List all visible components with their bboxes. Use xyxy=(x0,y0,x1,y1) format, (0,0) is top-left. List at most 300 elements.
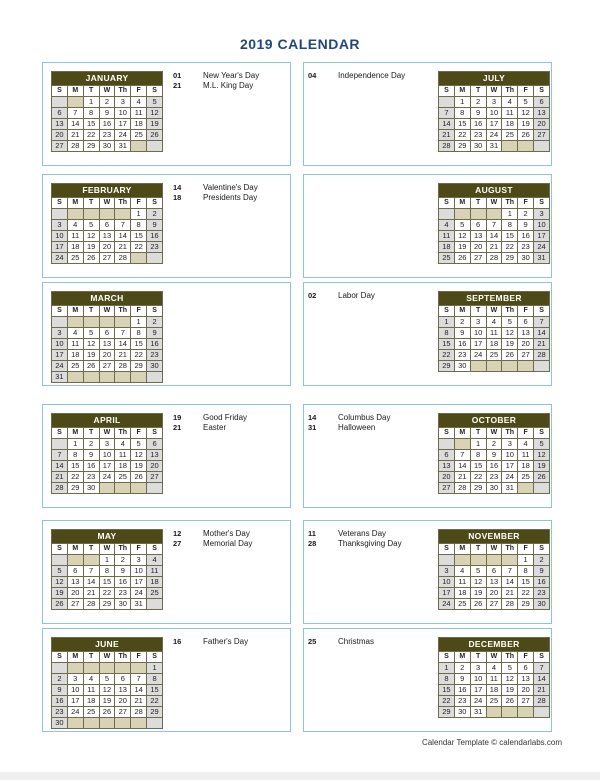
day-cell: 21 xyxy=(534,339,550,350)
day-cell: 24 xyxy=(115,130,131,141)
day-cell: 11 xyxy=(131,108,147,119)
day-cell: 14 xyxy=(83,577,99,588)
month-panel-august xyxy=(303,174,552,278)
weekday-header: F xyxy=(131,428,147,439)
day-cell: 25 xyxy=(518,472,534,483)
day-cell: 17 xyxy=(534,231,550,242)
day-cell: 11 xyxy=(518,450,534,461)
day-cell: 26 xyxy=(83,253,99,264)
day-cell: 21 xyxy=(534,685,550,696)
day-cell: 13 xyxy=(439,461,455,472)
empty-cell xyxy=(52,555,68,566)
day-cell: 20 xyxy=(99,350,115,361)
weekday-header: W xyxy=(99,306,115,317)
weekday-header: F xyxy=(518,198,534,209)
day-cell: 5 xyxy=(502,663,518,674)
day-cell: 3 xyxy=(534,209,550,220)
day-cell: 4 xyxy=(115,439,131,450)
holiday-name: Good Friday xyxy=(203,413,248,422)
day-cell: 3 xyxy=(52,328,68,339)
empty-cell xyxy=(534,707,550,718)
day-cell: 16 xyxy=(454,685,470,696)
weekday-header: F xyxy=(131,544,147,555)
day-cell: 16 xyxy=(52,696,68,707)
day-cell: 21 xyxy=(52,472,68,483)
empty-cell xyxy=(67,555,83,566)
day-cell: 15 xyxy=(67,461,83,472)
day-cell: 5 xyxy=(147,97,163,108)
day-cell: 9 xyxy=(534,566,550,577)
empty-cell xyxy=(115,372,131,383)
holiday-list xyxy=(173,71,259,91)
holiday-item xyxy=(308,539,402,549)
month-name: FEBRUARY xyxy=(52,184,163,198)
weekday-header: F xyxy=(131,86,147,97)
day-cell: 15 xyxy=(470,461,486,472)
day-cell: 19 xyxy=(147,119,163,130)
empty-cell xyxy=(52,663,68,674)
empty-cell xyxy=(439,439,455,450)
empty-cell xyxy=(486,555,502,566)
empty-cell xyxy=(52,439,68,450)
day-cell: 1 xyxy=(454,97,470,108)
weekday-header: T xyxy=(470,428,486,439)
holiday-date: 16 xyxy=(173,637,182,646)
month-panel-october xyxy=(303,404,552,508)
weekday-header: S xyxy=(534,86,550,97)
month-calendar xyxy=(51,183,163,264)
empty-cell xyxy=(439,555,455,566)
holiday-item xyxy=(173,637,248,647)
day-cell: 17 xyxy=(99,461,115,472)
weekday-header: T xyxy=(83,198,99,209)
day-cell: 17 xyxy=(52,350,68,361)
day-cell: 7 xyxy=(534,663,550,674)
day-cell: 19 xyxy=(99,696,115,707)
day-cell: 29 xyxy=(67,483,83,494)
day-cell: 11 xyxy=(486,674,502,685)
day-cell: 23 xyxy=(470,130,486,141)
day-cell: 3 xyxy=(502,439,518,450)
day-cell: 22 xyxy=(518,588,534,599)
weekday-header: Th xyxy=(115,652,131,663)
empty-cell xyxy=(439,97,455,108)
day-cell: 29 xyxy=(454,141,470,152)
day-cell: 21 xyxy=(486,242,502,253)
day-cell: 25 xyxy=(147,588,163,599)
day-cell: 17 xyxy=(470,339,486,350)
weekday-header: W xyxy=(486,306,502,317)
day-cell: 16 xyxy=(147,339,163,350)
holiday-name: Thanksgiving Day xyxy=(338,539,402,548)
weekday-header: S xyxy=(439,86,455,97)
day-cell: 21 xyxy=(67,130,83,141)
day-cell: 2 xyxy=(52,674,68,685)
day-cell: 11 xyxy=(454,577,470,588)
holiday-item xyxy=(173,193,258,203)
day-cell: 5 xyxy=(52,566,68,577)
day-cell: 14 xyxy=(115,231,131,242)
day-cell: 11 xyxy=(486,328,502,339)
day-cell: 30 xyxy=(454,361,470,372)
day-cell: 14 xyxy=(52,461,68,472)
empty-cell xyxy=(67,663,83,674)
day-cell: 3 xyxy=(486,97,502,108)
weekday-header: M xyxy=(67,544,83,555)
empty-cell xyxy=(502,361,518,372)
holiday-item xyxy=(173,71,259,81)
day-cell: 6 xyxy=(52,108,68,119)
empty-cell xyxy=(83,718,99,729)
day-cell: 5 xyxy=(502,317,518,328)
day-cell: 17 xyxy=(470,685,486,696)
day-cell: 11 xyxy=(67,339,83,350)
day-cell: 6 xyxy=(67,566,83,577)
day-cell: 4 xyxy=(454,566,470,577)
empty-cell xyxy=(486,209,502,220)
weekday-header: M xyxy=(67,86,83,97)
month-calendar xyxy=(51,637,163,729)
day-cell: 6 xyxy=(534,97,550,108)
day-cell: 12 xyxy=(83,231,99,242)
weekday-header: T xyxy=(470,306,486,317)
day-cell: 4 xyxy=(486,317,502,328)
day-cell: 9 xyxy=(147,328,163,339)
day-cell: 16 xyxy=(534,577,550,588)
weekday-header: S xyxy=(147,544,163,555)
day-cell: 31 xyxy=(115,141,131,152)
day-cell: 1 xyxy=(131,209,147,220)
day-cell: 18 xyxy=(83,696,99,707)
day-cell: 25 xyxy=(439,253,455,264)
day-cell: 10 xyxy=(52,339,68,350)
empty-cell xyxy=(518,707,534,718)
day-cell: 19 xyxy=(454,242,470,253)
weekday-header: S xyxy=(147,306,163,317)
holiday-date: 25 xyxy=(308,637,317,646)
day-cell: 22 xyxy=(147,696,163,707)
day-cell: 5 xyxy=(534,439,550,450)
month-panel-june xyxy=(42,628,291,732)
day-cell: 19 xyxy=(534,461,550,472)
day-cell: 27 xyxy=(52,141,68,152)
day-cell: 9 xyxy=(454,328,470,339)
weekday-header: S xyxy=(534,544,550,555)
day-cell: 17 xyxy=(131,577,147,588)
day-cell: 29 xyxy=(147,707,163,718)
day-cell: 21 xyxy=(131,696,147,707)
day-cell: 28 xyxy=(67,141,83,152)
day-cell: 2 xyxy=(454,663,470,674)
weekday-header: Th xyxy=(502,306,518,317)
day-cell: 2 xyxy=(147,317,163,328)
day-cell: 20 xyxy=(52,130,68,141)
day-cell: 31 xyxy=(486,141,502,152)
day-cell: 6 xyxy=(470,220,486,231)
day-cell: 20 xyxy=(439,472,455,483)
weekday-header: F xyxy=(131,652,147,663)
day-cell: 18 xyxy=(439,242,455,253)
day-cell: 3 xyxy=(99,439,115,450)
day-cell: 19 xyxy=(518,119,534,130)
day-cell: 16 xyxy=(486,461,502,472)
day-cell: 8 xyxy=(67,450,83,461)
day-cell: 30 xyxy=(99,141,115,152)
holiday-name: Veterans Day xyxy=(338,529,387,538)
day-cell: 22 xyxy=(439,350,455,361)
month-calendar xyxy=(51,413,163,494)
day-cell: 22 xyxy=(470,472,486,483)
day-cell: 22 xyxy=(131,242,147,253)
weekday-header: S xyxy=(534,428,550,439)
day-cell: 24 xyxy=(470,696,486,707)
day-cell: 8 xyxy=(439,328,455,339)
day-cell: 3 xyxy=(52,220,68,231)
day-cell: 1 xyxy=(83,97,99,108)
holiday-name: Labor Day xyxy=(338,291,375,300)
empty-cell xyxy=(99,483,115,494)
day-cell: 18 xyxy=(131,119,147,130)
day-cell: 27 xyxy=(534,130,550,141)
day-cell: 30 xyxy=(486,483,502,494)
day-cell: 29 xyxy=(131,361,147,372)
day-cell: 5 xyxy=(83,220,99,231)
empty-cell xyxy=(518,483,534,494)
day-cell: 1 xyxy=(518,555,534,566)
day-cell: 28 xyxy=(52,483,68,494)
day-cell: 13 xyxy=(470,231,486,242)
empty-cell xyxy=(67,317,83,328)
weekday-header: Th xyxy=(115,198,131,209)
month-name: NOVEMBER xyxy=(439,530,550,544)
month-calendar xyxy=(51,529,163,610)
day-cell: 29 xyxy=(99,599,115,610)
day-cell: 30 xyxy=(83,483,99,494)
day-cell: 8 xyxy=(131,220,147,231)
weekday-header: W xyxy=(99,198,115,209)
day-cell: 12 xyxy=(454,231,470,242)
day-cell: 7 xyxy=(115,220,131,231)
day-cell: 23 xyxy=(454,350,470,361)
day-cell: 28 xyxy=(131,707,147,718)
day-cell: 25 xyxy=(83,707,99,718)
bottom-strip xyxy=(0,772,600,780)
holiday-item xyxy=(308,71,405,81)
day-cell: 9 xyxy=(454,674,470,685)
empty-cell xyxy=(99,209,115,220)
day-cell: 23 xyxy=(454,696,470,707)
day-cell: 9 xyxy=(99,108,115,119)
day-cell: 28 xyxy=(83,599,99,610)
empty-cell xyxy=(470,209,486,220)
day-cell: 5 xyxy=(131,439,147,450)
day-cell: 1 xyxy=(147,663,163,674)
day-cell: 17 xyxy=(115,119,131,130)
day-cell: 11 xyxy=(67,231,83,242)
day-cell: 22 xyxy=(67,472,83,483)
holiday-date: 21 xyxy=(173,81,182,90)
day-cell: 24 xyxy=(486,130,502,141)
day-cell: 14 xyxy=(502,577,518,588)
day-cell: 26 xyxy=(52,599,68,610)
day-cell: 9 xyxy=(115,566,131,577)
weekday-header: W xyxy=(99,428,115,439)
day-cell: 31 xyxy=(131,599,147,610)
day-cell: 23 xyxy=(115,588,131,599)
day-cell: 2 xyxy=(518,209,534,220)
day-cell: 7 xyxy=(502,566,518,577)
empty-cell xyxy=(67,97,83,108)
day-cell: 11 xyxy=(115,450,131,461)
day-cell: 7 xyxy=(131,674,147,685)
day-cell: 2 xyxy=(83,439,99,450)
day-cell: 12 xyxy=(518,108,534,119)
day-cell: 27 xyxy=(99,253,115,264)
day-cell: 24 xyxy=(470,350,486,361)
day-cell: 2 xyxy=(454,317,470,328)
weekday-header: S xyxy=(147,652,163,663)
empty-cell xyxy=(83,209,99,220)
holiday-item xyxy=(308,413,390,423)
day-cell: 15 xyxy=(131,339,147,350)
day-cell: 31 xyxy=(502,483,518,494)
day-cell: 20 xyxy=(470,242,486,253)
day-cell: 24 xyxy=(67,707,83,718)
day-cell: 20 xyxy=(99,242,115,253)
holiday-date: 12 xyxy=(173,529,182,538)
weekday-header: Th xyxy=(115,428,131,439)
weekday-header: T xyxy=(470,86,486,97)
holiday-list xyxy=(308,413,390,433)
day-cell: 13 xyxy=(99,339,115,350)
day-cell: 20 xyxy=(518,339,534,350)
month-calendar xyxy=(51,291,163,383)
day-cell: 16 xyxy=(470,119,486,130)
month-calendar xyxy=(438,71,550,152)
holiday-item xyxy=(173,81,259,91)
day-cell: 2 xyxy=(486,439,502,450)
day-cell: 13 xyxy=(518,328,534,339)
day-cell: 4 xyxy=(147,555,163,566)
weekday-header: W xyxy=(486,86,502,97)
day-cell: 15 xyxy=(439,339,455,350)
weekday-header: W xyxy=(486,198,502,209)
day-cell: 22 xyxy=(131,350,147,361)
day-cell: 26 xyxy=(131,472,147,483)
day-cell: 17 xyxy=(486,119,502,130)
day-cell: 25 xyxy=(502,130,518,141)
weekday-header: F xyxy=(518,544,534,555)
day-cell: 3 xyxy=(470,317,486,328)
day-cell: 10 xyxy=(502,450,518,461)
day-cell: 22 xyxy=(502,242,518,253)
day-cell: 24 xyxy=(99,472,115,483)
day-cell: 17 xyxy=(52,242,68,253)
weekday-header: S xyxy=(534,306,550,317)
weekday-header: Th xyxy=(115,544,131,555)
day-cell: 8 xyxy=(454,108,470,119)
day-cell: 9 xyxy=(486,450,502,461)
weekday-header: S xyxy=(439,428,455,439)
empty-cell xyxy=(115,317,131,328)
month-name: AUGUST xyxy=(439,184,550,198)
day-cell: 12 xyxy=(83,339,99,350)
holiday-date: 31 xyxy=(308,423,317,432)
day-cell: 30 xyxy=(115,599,131,610)
day-cell: 22 xyxy=(454,130,470,141)
day-cell: 8 xyxy=(147,674,163,685)
empty-cell xyxy=(52,317,68,328)
day-cell: 20 xyxy=(147,461,163,472)
day-cell: 10 xyxy=(52,231,68,242)
day-cell: 2 xyxy=(147,209,163,220)
day-cell: 14 xyxy=(131,685,147,696)
day-cell: 24 xyxy=(439,599,455,610)
empty-cell xyxy=(131,663,147,674)
empty-cell xyxy=(131,253,147,264)
day-cell: 29 xyxy=(439,707,455,718)
empty-cell xyxy=(131,141,147,152)
day-cell: 4 xyxy=(131,97,147,108)
holiday-name: Mother's Day xyxy=(203,529,250,538)
month-panel-february xyxy=(42,174,291,278)
weekday-header: M xyxy=(67,306,83,317)
empty-cell xyxy=(147,599,163,610)
weekday-header: W xyxy=(486,428,502,439)
day-cell: 16 xyxy=(99,119,115,130)
day-cell: 7 xyxy=(454,450,470,461)
day-cell: 1 xyxy=(470,439,486,450)
weekday-header: M xyxy=(454,428,470,439)
day-cell: 25 xyxy=(67,361,83,372)
weekday-header: Th xyxy=(502,652,518,663)
day-cell: 27 xyxy=(99,361,115,372)
day-cell: 4 xyxy=(67,220,83,231)
day-cell: 28 xyxy=(502,599,518,610)
day-cell: 5 xyxy=(470,566,486,577)
day-cell: 16 xyxy=(454,339,470,350)
weekday-header: F xyxy=(518,86,534,97)
weekday-header: T xyxy=(470,198,486,209)
day-cell: 14 xyxy=(454,461,470,472)
holiday-date: 01 xyxy=(173,71,182,80)
empty-cell xyxy=(52,97,68,108)
day-cell: 7 xyxy=(52,450,68,461)
empty-cell xyxy=(147,483,163,494)
holiday-list xyxy=(173,413,247,433)
day-cell: 11 xyxy=(439,231,455,242)
empty-cell xyxy=(147,141,163,152)
day-cell: 6 xyxy=(99,328,115,339)
day-cell: 8 xyxy=(83,108,99,119)
empty-cell xyxy=(439,209,455,220)
weekday-header: S xyxy=(147,86,163,97)
month-calendar xyxy=(438,183,550,264)
day-cell: 6 xyxy=(115,674,131,685)
empty-cell xyxy=(115,209,131,220)
weekday-header: W xyxy=(99,86,115,97)
day-cell: 15 xyxy=(439,685,455,696)
day-cell: 3 xyxy=(115,97,131,108)
month-calendar xyxy=(438,637,550,718)
day-cell: 18 xyxy=(454,588,470,599)
empty-cell xyxy=(99,372,115,383)
day-cell: 29 xyxy=(518,599,534,610)
day-cell: 3 xyxy=(470,663,486,674)
weekday-header: M xyxy=(67,198,83,209)
holiday-list xyxy=(173,529,252,549)
weekday-header: M xyxy=(67,652,83,663)
